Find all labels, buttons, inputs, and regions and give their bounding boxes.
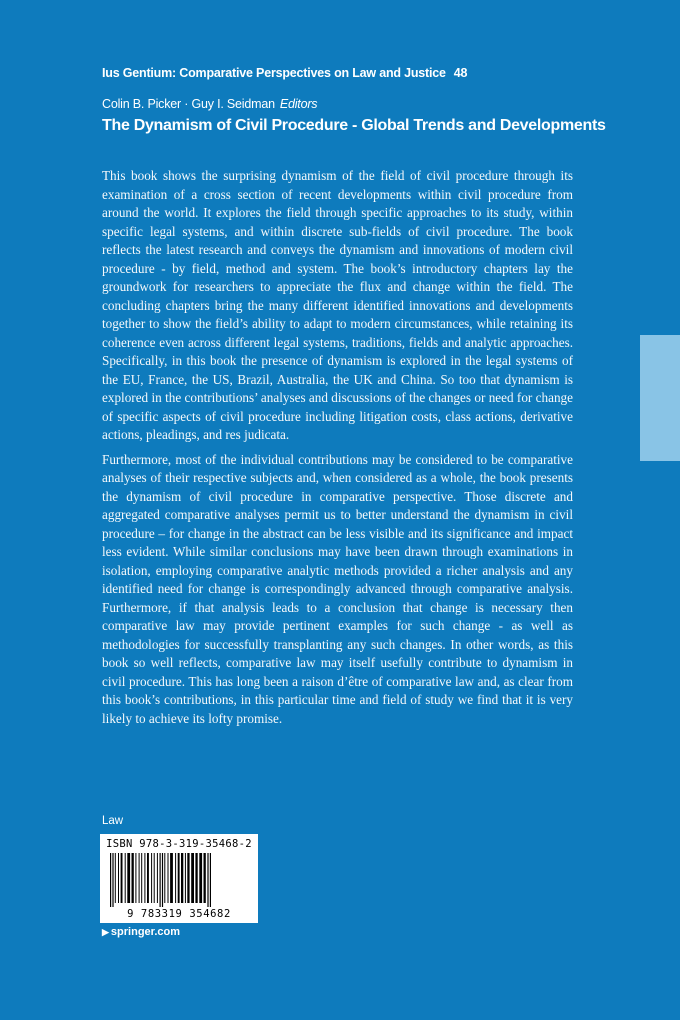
barcode-bar bbox=[139, 853, 140, 903]
barcode-bar bbox=[178, 853, 180, 903]
barcode-bar bbox=[110, 853, 111, 907]
barcode-bar bbox=[164, 853, 165, 903]
barcode-bar bbox=[185, 853, 186, 903]
series-number: 48 bbox=[453, 66, 468, 80]
barcode-bar bbox=[210, 853, 211, 907]
barcode-bar bbox=[175, 853, 176, 903]
publisher-url: springer.com bbox=[110, 926, 180, 938]
editors-line bbox=[102, 97, 317, 111]
barcode-bar bbox=[162, 853, 163, 907]
barcode-bar bbox=[195, 853, 197, 903]
book-title: The Dynamism of Civil Procedure - Global Trends and Developments bbox=[102, 117, 606, 134]
barcode-bar bbox=[125, 853, 126, 903]
barcode-bar bbox=[135, 853, 136, 903]
barcode-bar bbox=[141, 853, 142, 903]
barcode-bar bbox=[132, 853, 134, 903]
barcode-bar bbox=[151, 853, 152, 903]
barcode-bar bbox=[160, 853, 161, 907]
publisher-website[interactable] bbox=[102, 926, 180, 938]
barcode-bar bbox=[170, 853, 173, 903]
editors-role: Editors bbox=[279, 97, 318, 111]
barcode-bar bbox=[154, 853, 155, 903]
barcode-bar bbox=[144, 853, 145, 903]
barcode-bar bbox=[147, 853, 149, 903]
book-description bbox=[102, 167, 573, 734]
color-tab bbox=[640, 335, 680, 461]
editor-names: Colin B. Picker · Guy I. Seidman bbox=[102, 97, 275, 111]
series-line bbox=[102, 66, 467, 80]
barcode-bar bbox=[204, 853, 206, 903]
barcode-bar bbox=[168, 853, 169, 903]
barcode-bar bbox=[187, 853, 189, 903]
barcode-bar bbox=[207, 853, 208, 907]
barcode-bar bbox=[121, 853, 123, 903]
barcode-bar bbox=[191, 853, 194, 903]
subject-label: Law bbox=[102, 815, 124, 827]
barcode-bar bbox=[127, 853, 130, 903]
description-paragraph-1: This book shows the surprising dynamism of the field of civil procedure through its examination of a cross section of recent developments within civil procedure from around the world. It explores the field through specific approaches to its study, within specific legal systems, and within discrete sub-fields of civil procedure. The book reflects the latest research and conveys the dynamism and innovations of modern civil procedure - by field, method and system. The book’s introductory chapters lay the groundwork for researchers to appreciate the flux and change within the field. The concluding chapters bring the many different identified innovations and developments together to show the field’s ability to adapt to modern circumstances, while retaining its coherence even across different legal systems, traditions, fields and analytic approaches. Specifically, in this book the presence of dynamism is explored in the legal systems of the EU, France, the US, Brazil, Australia, the UK and China. So too that dynamism is explored in the contributions’ analyses and discussions of the changes or need for change of specific aspects of civil procedure including litigation costs, class actions, derivative actions, pleadings, and res judicata. bbox=[102, 168, 573, 442]
barcode-bars bbox=[108, 853, 250, 907]
barcode-bar bbox=[112, 853, 113, 907]
isbn-barcode bbox=[100, 834, 258, 923]
barcode-digits: 9 783319 354682 bbox=[127, 908, 231, 920]
barcode-bar bbox=[157, 853, 158, 903]
barcode-bar bbox=[115, 853, 116, 903]
barcode-bar bbox=[199, 853, 202, 903]
arrow-icon: ▶ bbox=[102, 927, 109, 937]
description-paragraph-2: Furthermore, most of the individual contributions may be considered to be comparative analyses of their respective subjects and, when considered as a whole, the book presents the dynamism of civil procedure in comparative perspective. Those discrete and aggregated comparative analyses permit us to better understand the dynamism in civil procedure – for change in the abstract can be less visible and its significance and impact less evident. While similar conclusions may have been drawn through examinations in isolation, employing comparative analytic methods provided a richer analysis and any identified need for change is correspondingly advanced through comparative analysis. Furthermore, if that analysis leads to a conclusion that change is necessary then comparative law may provide pertinent examples for such change - as well as methodologies for successfully transplanting any such changes. In other words, as this book so well reflects, comparative law may itself usefully contribute to dynamism in civil procedure. This has long been a raison d’être of comparative law and, as clear from this book’s contributions, in this particular time and field of study we find that it is very likely to achieve its lofty promise. bbox=[102, 451, 573, 726]
series-name: Ius Gentium: Comparative Perspectives on Law and Justice bbox=[102, 66, 446, 80]
barcode-bar bbox=[181, 853, 183, 903]
isbn-text: ISBN 978-3-319-35468-2 bbox=[106, 838, 252, 850]
barcode-bar bbox=[118, 853, 119, 903]
